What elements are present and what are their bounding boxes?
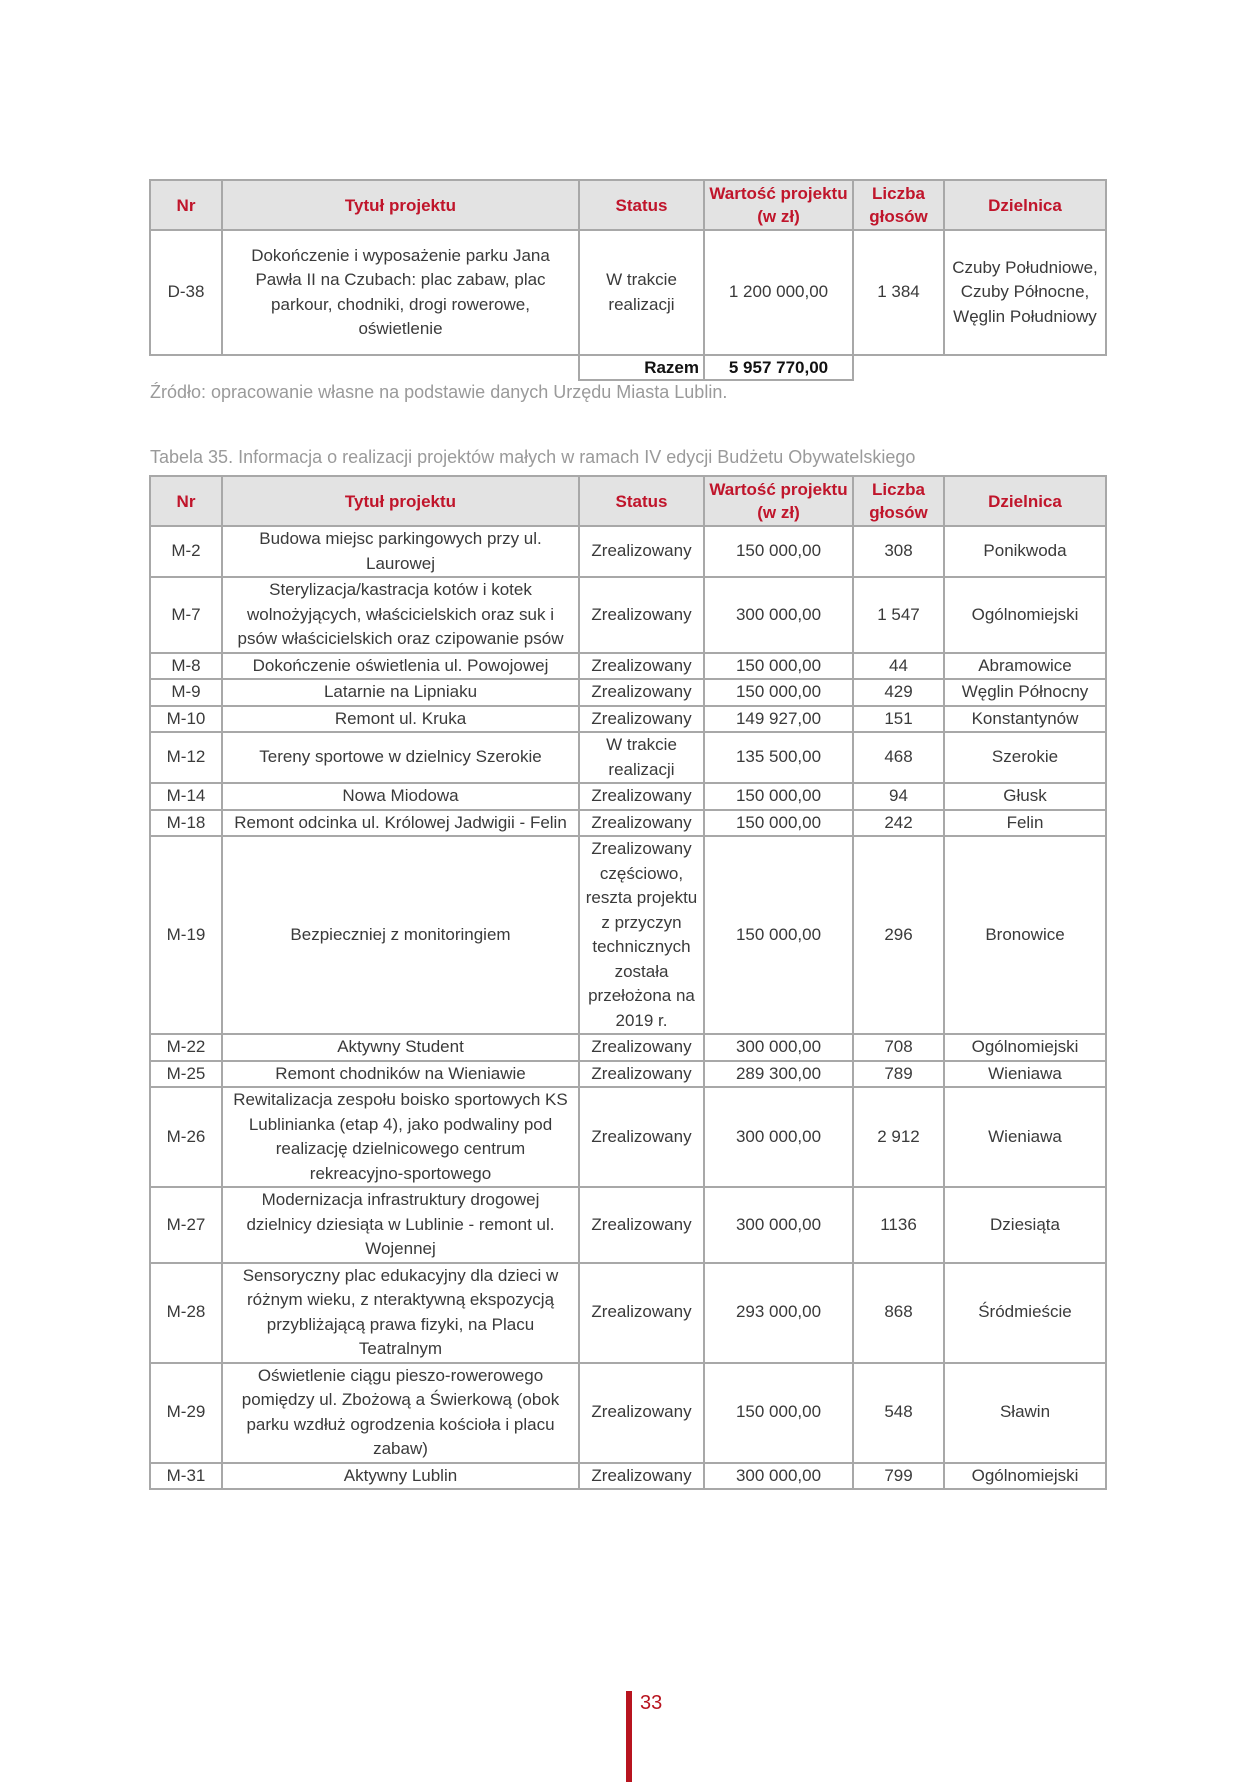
header-votes: Liczba głosów <box>853 476 944 526</box>
cell-status: Zrealizowany <box>579 653 704 680</box>
cell-title: Rewitalizacja zespołu boisko sportowych KS Lublinianka (etap 4), jako podwaliny pod realizację dzielnicowego centrum rekreacyjno-sportowego <box>222 1087 579 1187</box>
total-value: 5 957 770,00 <box>704 355 853 380</box>
cell-value: 149 927,00 <box>704 706 853 733</box>
total-label: Razem <box>579 355 704 380</box>
header-nr: Nr <box>150 476 222 526</box>
cell-votes: 1136 <box>853 1187 944 1263</box>
table-row <box>150 679 1106 706</box>
cell-district: Śródmieście <box>944 1263 1106 1363</box>
cell-status: W trakcie realizacji <box>579 230 704 355</box>
spacer <box>150 355 579 380</box>
cell-title: Sensoryczny plac edukacyjny dla dzieci w różnym wieku, z nteraktywną ekspozycją przybliżającą prawa fizyki, na Placu Teatralnym <box>222 1263 579 1363</box>
cell-nr: M-25 <box>150 1061 222 1088</box>
cell-value: 150 000,00 <box>704 836 853 1034</box>
cell-district: Głusk <box>944 783 1106 810</box>
cell-district: Wieniawa <box>944 1061 1106 1088</box>
table-row <box>150 1463 1106 1490</box>
header-value: Wartość projektu (w zł) <box>704 180 853 230</box>
cell-status: Zrealizowany <box>579 1363 704 1463</box>
cell-votes: 429 <box>853 679 944 706</box>
cell-value: 300 000,00 <box>704 1187 853 1263</box>
cell-title: Nowa Miodowa <box>222 783 579 810</box>
page-number-bar <box>626 1691 632 1782</box>
cell-district: Dziesiąta <box>944 1187 1106 1263</box>
table-row <box>150 577 1106 653</box>
cell-votes: 1 384 <box>853 230 944 355</box>
header-title: Tytuł projektu <box>222 476 579 526</box>
header-district: Dzielnica <box>944 180 1106 230</box>
cell-votes: 1 547 <box>853 577 944 653</box>
table-row <box>150 1187 1106 1263</box>
cell-status: Zrealizowany <box>579 1187 704 1263</box>
cell-district: Wieniawa <box>944 1087 1106 1187</box>
cell-title: Dokończenie i wyposażenie parku Jana Pawła II na Czubach: plac zabaw, plac parkour, chodniki, drogi rowerowe, oświetlenie <box>222 230 579 355</box>
table-35 <box>149 475 1107 1490</box>
table-d38 <box>149 179 1107 381</box>
cell-status: Zrealizowany <box>579 679 704 706</box>
table-row <box>150 526 1106 577</box>
table-caption: Tabela 35. Informacja o realizacji projektów małych w ramach IV edycji Budżetu Obywatelskiego <box>150 447 916 467</box>
cell-votes: 799 <box>853 1463 944 1490</box>
cell-title: Aktywny Lublin <box>222 1463 579 1490</box>
cell-nr: D-38 <box>150 230 222 355</box>
cell-district: Abramowice <box>944 653 1106 680</box>
cell-votes: 548 <box>853 1363 944 1463</box>
cell-value: 300 000,00 <box>704 1087 853 1187</box>
cell-nr: M-31 <box>150 1463 222 1490</box>
cell-title: Aktywny Student <box>222 1034 579 1061</box>
cell-votes: 151 <box>853 706 944 733</box>
table-header-row <box>150 476 1106 526</box>
cell-title: Remont chodników na Wieniawie <box>222 1061 579 1088</box>
cell-status: Zrealizowany <box>579 526 704 577</box>
cell-status: W trakcie realizacji <box>579 732 704 783</box>
cell-title: Remont ul. Kruka <box>222 706 579 733</box>
cell-value: 289 300,00 <box>704 1061 853 1088</box>
cell-votes: 708 <box>853 1034 944 1061</box>
table-row <box>150 653 1106 680</box>
cell-status: Zrealizowany <box>579 1263 704 1363</box>
cell-district: Ogólnomiejski <box>944 577 1106 653</box>
cell-value: 300 000,00 <box>704 1463 853 1490</box>
table-row <box>150 836 1106 1034</box>
table-row <box>150 1061 1106 1088</box>
header-votes: Liczba głosów <box>853 180 944 230</box>
cell-nr: M-19 <box>150 836 222 1034</box>
table-row <box>150 783 1106 810</box>
cell-votes: 2 912 <box>853 1087 944 1187</box>
cell-votes: 468 <box>853 732 944 783</box>
cell-votes: 308 <box>853 526 944 577</box>
cell-status: Zrealizowany <box>579 1087 704 1187</box>
cell-value: 150 000,00 <box>704 783 853 810</box>
cell-votes: 296 <box>853 836 944 1034</box>
cell-title: Budowa miejsc parkingowych przy ul. Laurowej <box>222 526 579 577</box>
cell-votes: 242 <box>853 810 944 837</box>
cell-status: Zrealizowany <box>579 1061 704 1088</box>
cell-value: 293 000,00 <box>704 1263 853 1363</box>
cell-district: Bronowice <box>944 836 1106 1034</box>
cell-title: Remont odcinka ul. Królowej Jadwigii - Felin <box>222 810 579 837</box>
cell-value: 150 000,00 <box>704 526 853 577</box>
cell-status: Zrealizowany <box>579 810 704 837</box>
header-status: Status <box>579 180 704 230</box>
table-row <box>150 1363 1106 1463</box>
cell-value: 150 000,00 <box>704 1363 853 1463</box>
header-status: Status <box>579 476 704 526</box>
cell-nr: M-22 <box>150 1034 222 1061</box>
cell-value: 300 000,00 <box>704 1034 853 1061</box>
cell-nr: M-7 <box>150 577 222 653</box>
cell-nr: M-18 <box>150 810 222 837</box>
cell-value: 1 200 000,00 <box>704 230 853 355</box>
cell-status: Zrealizowany <box>579 706 704 733</box>
cell-district: Ponikwoda <box>944 526 1106 577</box>
cell-district: Szerokie <box>944 732 1106 783</box>
cell-nr: M-9 <box>150 679 222 706</box>
cell-value: 150 000,00 <box>704 653 853 680</box>
cell-nr: M-29 <box>150 1363 222 1463</box>
table-row <box>150 1034 1106 1061</box>
cell-district: Konstantynów <box>944 706 1106 733</box>
cell-status: Zrealizowany <box>579 1463 704 1490</box>
spacer <box>853 355 1106 380</box>
header-district: Dzielnica <box>944 476 1106 526</box>
source-note: Źródło: opracowanie własne na podstawie danych Urzędu Miasta Lublin. <box>150 382 728 402</box>
cell-value: 150 000,00 <box>704 810 853 837</box>
cell-nr: M-26 <box>150 1087 222 1187</box>
cell-status: Zrealizowany <box>579 1034 704 1061</box>
cell-title: Oświetlenie ciągu pieszo-rowerowego pomiędzy ul. Zbożową a Świerkową (obok parku wzdłuż ogrodzenia kościoła i placu zabaw) <box>222 1363 579 1463</box>
cell-nr: M-14 <box>150 783 222 810</box>
cell-votes: 94 <box>853 783 944 810</box>
cell-value: 150 000,00 <box>704 679 853 706</box>
cell-title: Dokończenie oświetlenia ul. Powojowej <box>222 653 579 680</box>
header-value: Wartość projektu (w zł) <box>704 476 853 526</box>
cell-title: Tereny sportowe w dzielnicy Szerokie <box>222 732 579 783</box>
table-header-row <box>150 180 1106 230</box>
cell-title: Sterylizacja/kastracja kotów i kotek wolnożyjących, właścicielskich oraz suk i psów właścicielskich oraz czipowanie psów <box>222 577 579 653</box>
page-number: 33 <box>640 1692 663 1714</box>
table-row <box>150 732 1106 783</box>
cell-nr: M-10 <box>150 706 222 733</box>
cell-district: Węglin Północny <box>944 679 1106 706</box>
cell-votes: 789 <box>853 1061 944 1088</box>
table-row <box>150 230 1106 355</box>
cell-district: Czuby Południowe, Czuby Północne, Węglin Południowy <box>944 230 1106 355</box>
cell-title: Latarnie na Lipniaku <box>222 679 579 706</box>
cell-district: Felin <box>944 810 1106 837</box>
cell-votes: 868 <box>853 1263 944 1363</box>
cell-nr: M-28 <box>150 1263 222 1363</box>
cell-district: Ogólnomiejski <box>944 1034 1106 1061</box>
cell-title: Bezpieczniej z monitoringiem <box>222 836 579 1034</box>
table-row <box>150 1087 1106 1187</box>
cell-nr: M-8 <box>150 653 222 680</box>
cell-status: Zrealizowany częściowo, reszta projektu z przyczyn technicznych została przełożona na 2019 r. <box>579 836 704 1034</box>
header-nr: Nr <box>150 180 222 230</box>
table-row <box>150 810 1106 837</box>
header-title: Tytuł projektu <box>222 180 579 230</box>
cell-value: 300 000,00 <box>704 577 853 653</box>
cell-status: Zrealizowany <box>579 783 704 810</box>
cell-votes: 44 <box>853 653 944 680</box>
cell-nr: M-12 <box>150 732 222 783</box>
cell-district: Sławin <box>944 1363 1106 1463</box>
cell-nr: M-2 <box>150 526 222 577</box>
cell-title: Modernizacja infrastruktury drogowej dzielnicy dziesiąta w Lublinie - remont ul. Wojennej <box>222 1187 579 1263</box>
cell-status: Zrealizowany <box>579 577 704 653</box>
table-row <box>150 706 1106 733</box>
cell-value: 135 500,00 <box>704 732 853 783</box>
cell-nr: M-27 <box>150 1187 222 1263</box>
cell-district: Ogólnomiejski <box>944 1463 1106 1490</box>
table-row <box>150 1263 1106 1363</box>
total-row <box>150 355 1106 380</box>
